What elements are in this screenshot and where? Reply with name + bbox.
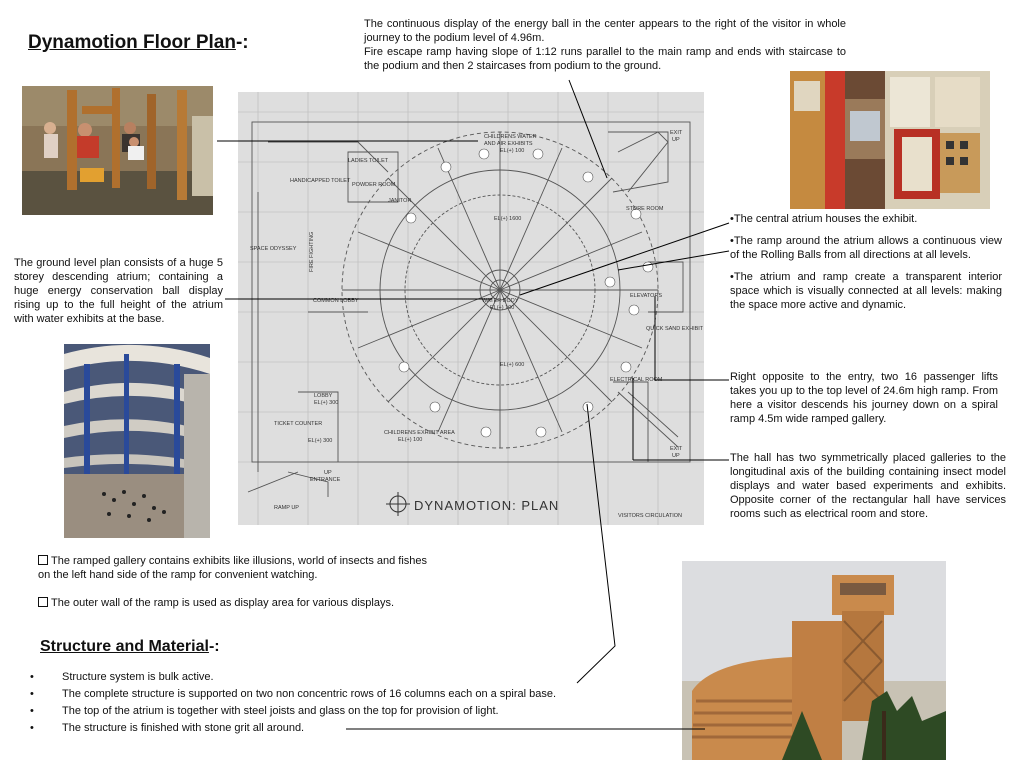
fire-escape-text: Fire escape ramp having slope of 1:12 runs parallel to the main ramp and ends with staircase to the podium and then 2 staircases from podium to the ground. (364, 46, 846, 72)
lifts-description: Right opposite to the entry, two 16 passenger lifts takes you up to the top level of 24.6m high ramp. From here a visitor descends his journey down on a spiral ramp 4.5m wide ramped gallery. (730, 371, 998, 425)
ramp-bullet: •The ramp around the atrium allows a continuous view of the Rolling Balls from all directions at all levels. (730, 235, 1002, 261)
plan-label-up: UP (324, 470, 332, 476)
plan-label-up-bottom: UP (672, 453, 680, 459)
plan-label-childrens-exhibit: CHILDRENS EXHIBIT AREA (384, 430, 455, 436)
structure-item: • Structure system is bulk active. (22, 669, 662, 686)
energy-ball-text: The continuous display of the energy ball in the center appears to the right of the visitor in whole journey to the podium level of 4.96m. (364, 18, 846, 44)
plan-label-entrance: ENTRANCE (310, 477, 341, 483)
plan-label-ticket-counter: TICKET COUNTER (274, 421, 323, 427)
plan-label-el-1600: EL(+) 1600 (494, 216, 522, 222)
atrium-bullet: •The central atrium houses the exhibit. (730, 213, 918, 225)
structure-item: • The structure is finished with stone grit all around. (22, 720, 662, 737)
plan-label-janitor: JANITOR (388, 198, 412, 204)
plan-label-lobby: LOBBY (314, 393, 333, 399)
plan-label-powder-room: POWDER ROOM (352, 182, 396, 188)
page-title-text: Dynamotion Floor Plan (28, 32, 236, 53)
plan-label-fire-fighting: FIRE FIGHTING (309, 231, 315, 272)
plan-label-quick-sand: QUICK SAND EXHIBIT (646, 326, 704, 332)
outer-wall-note-text: The outer wall of the ramp is used as display area for various displays. (51, 597, 394, 609)
plan-label-el-100-top: EL(+) 100 (500, 148, 525, 154)
leader-energy-ball (569, 80, 607, 178)
structure-item: • The complete structure is supported on two non concentric rows of 16 columns each on a spiral base. (22, 686, 662, 703)
leader-ramp (618, 251, 729, 270)
page-title-suffix: -: (235, 32, 249, 53)
plan-label-el-600: EL(+) 600 (500, 362, 525, 368)
plan-label-electrical-room: ELECTRICAL ROOM (610, 377, 663, 383)
structure-item: • The top of the atrium is together with steel joists and glass on the top for provision of light. (22, 703, 662, 720)
plan-label-el-300b: EL(+) 300 (308, 438, 333, 444)
plan-label-ladies-toilet: LADIES TOILET (348, 158, 389, 164)
plan-title: DYNAMOTION: PLAN (414, 498, 560, 513)
plan-label-elevators: ELEVATORS (630, 293, 663, 299)
plan-label-space-odyssey: SPACE ODYSSEY (250, 246, 297, 252)
ramped-gallery-note-text: The ramped gallery contains exhibits like illusions, world of insects and fishes on the left hand side of the ramp for convenient watching. (38, 555, 428, 581)
plan-label-water-body: WATER BODY (482, 298, 519, 304)
plan-label-up-top: UP (672, 137, 680, 143)
plan-label-visitors-circulation: VISITORS CIRCULATION (618, 513, 682, 519)
plan-label-exit-top: EXIT (670, 130, 683, 136)
plan-label-ramp-up: RAMP UP (274, 505, 299, 511)
structure-title: Structure and Material (40, 638, 209, 655)
hall-description: The hall has two symmetrically placed galleries to the longitudinal axis of the building containing insect model displays and water based experiments and exhibits. Opposite corner of the rectangular hall have services rooms such as electrical room and store. (730, 452, 1006, 520)
plan-label-el-100-bottom: EL(+) 100 (398, 437, 423, 443)
plan-label-air-exhibits: AND AIR EXHIBITS (484, 141, 533, 147)
plan-label-handicapped-toilet: HANDICAPPED TOILET (290, 178, 351, 184)
leader-central-atrium (520, 223, 729, 295)
plan-label-common-lobby: COMMON LOBBY (313, 298, 359, 304)
plan-label-store-room: STORE ROOM (626, 206, 664, 212)
ground-level-description: The ground level plan consists of a huge 5 storey descending atrium; containing a huge energy conservation ball display rising up to the full height of the atrium with water exhibits at the base. (14, 257, 223, 325)
leader-structure (577, 404, 615, 683)
plan-label-el-300: EL(+) 300 (314, 400, 339, 406)
plan-label-el-100-center: EL(+) 100 (490, 305, 515, 311)
structure-title-suffix: -: (208, 638, 220, 655)
transparent-bullet: •The atrium and ramp create a transparent interior space which is visually connected at all levels: making the space more active and dynamic. (730, 271, 1002, 311)
plan-label-childrens-water: CHILDRENS WATER (484, 134, 537, 140)
plan-label-exit-bottom: EXIT (670, 446, 683, 452)
